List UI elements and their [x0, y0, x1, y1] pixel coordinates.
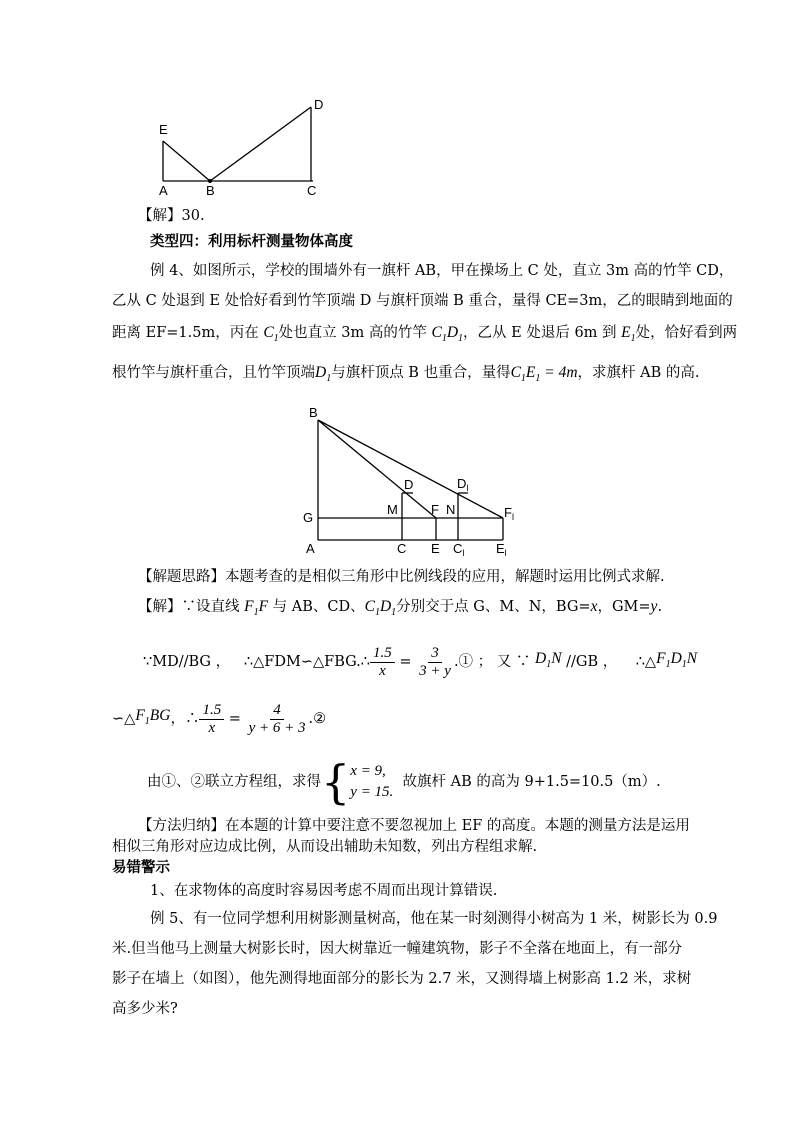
label-n: N: [446, 502, 456, 517]
label-c1: $C_l$: [453, 541, 465, 558]
solution-line2: ∵MD//BG ， ∴△FDM∽△FBG.∴ $\frac{1.5}{x}$ = $\frac{3}{3 + y}$ .① ； 又 ∵ $D_1N$ //GB ， ∴△ $F_1D_1N$: [143, 644, 698, 679]
label-b: B: [206, 183, 215, 198]
example4-line3: 距离 EF=1.5m，丙在 $C_1$处也直立 3m 高的竹竿 $C_1D_1$，乙从 E 处退后 6m 到 $E_1$处，恰好看到两: [112, 324, 738, 345]
example4-line1: 例 4、如图所示，学校的围墙外有一旗杆 AB，甲在操场上 C 处，直立 3m 高的竹竿 CD，: [150, 263, 734, 279]
label-f1: $F_l$: [504, 505, 514, 522]
label-d1: $D_l$: [457, 476, 469, 493]
label-f: F: [431, 502, 439, 517]
solution-idea: 【解题思路】本题考查的是相似三角形中比例线段的应用，解题时运用比例式求解.: [138, 569, 665, 585]
answer-1: 【解】30.: [138, 208, 205, 224]
example4-line4: 根竹竿与旗杆重合，且竹竿顶端$D_1$与旗杆顶点 B 也重合，量得$C_1E_1 = 4m$，求旗杆 AB 的高.: [112, 364, 700, 385]
label-a: A: [159, 183, 168, 198]
solution-line1: 【解】∵设直线 $F_1F$ 与 AB、CD、$C_1D_1$分别交于点 G、M、N，BG=x，GM=y.: [138, 598, 663, 619]
figure-1-diagram: [150, 95, 340, 200]
example5-line2: 米.但当他马上测量大树影长时，因大树靠近一幢建筑物，影子不全落在地面上，有一部分: [112, 941, 683, 957]
method-line2: 相似三角形对应边成比例，从而设出辅助未知数，列出方程组求解.: [112, 839, 538, 855]
solution-line4: 由①、②联立方程组，求得 { x = 9, y = 15. 故旗杆 AB 的高为 9+1.5=10.5（m）.: [147, 755, 661, 809]
line-bd: [210, 107, 311, 181]
label-c: C: [397, 541, 407, 556]
example4-line2: 乙从 C 处退到 E 处恰好看到竹竿顶端 D 与旗杆顶端 B 重合，量得 CE=3m，乙的眼睛到地面的: [112, 293, 733, 309]
label-e: E: [431, 541, 440, 556]
label-m: M: [387, 502, 398, 517]
method-line1: 【方法归纳】在本题的计算中要注意不要忽视加上 EF 的高度。本题的测量方法是运用: [138, 818, 690, 834]
label-c: C: [307, 183, 317, 198]
figure-2-diagram: [298, 400, 528, 560]
solution-line3: ∽△ $F_1BG$ ，∴ $\frac{1.5}{x}$ = $\frac{4}{y + 6 + 3}$ .②: [112, 701, 327, 736]
fraction-2: $\frac{3}{3 + y}$: [419, 644, 451, 679]
fraction-4: $\frac{4}{y + 6 + 3}$: [248, 701, 306, 736]
warning-heading: 易错警示: [112, 860, 170, 876]
label-d: D: [404, 477, 414, 492]
example5-line4: 高多少米?: [112, 1001, 178, 1017]
label-g: G: [303, 510, 314, 525]
label-e: E: [159, 122, 168, 137]
line-bf1: [318, 420, 503, 518]
line-bf: [318, 420, 436, 518]
system-brace: {: [321, 755, 351, 809]
type4-heading: 类型四：利用标杆测量物体高度: [150, 234, 353, 250]
example5-line3: 影子在墙上（如图），他先测得地面部分的影长为 2.7 米，又测得墙上树影高 1.2 米，求树: [112, 971, 692, 987]
line-eb: [163, 141, 210, 181]
fraction-3: $\frac{1.5}{x}$: [199, 702, 224, 737]
label-a: A: [306, 541, 315, 556]
label-b: B: [309, 405, 318, 420]
example5-line1: 例 5、有一位同学想利用树影测量树高，他在某一时刻测得小树高为 1 米，树影长为 0.9: [150, 911, 718, 927]
warning-item-1: 1、在求物体的高度时容易因考虑不周而出现计算错误.: [150, 883, 498, 899]
fraction-1: $\frac{1.5}{x}$: [370, 645, 395, 680]
label-e1: $E_l$: [496, 541, 507, 558]
label-d: D: [314, 97, 324, 112]
equation-system: x = 9, y = 15.: [350, 763, 394, 800]
